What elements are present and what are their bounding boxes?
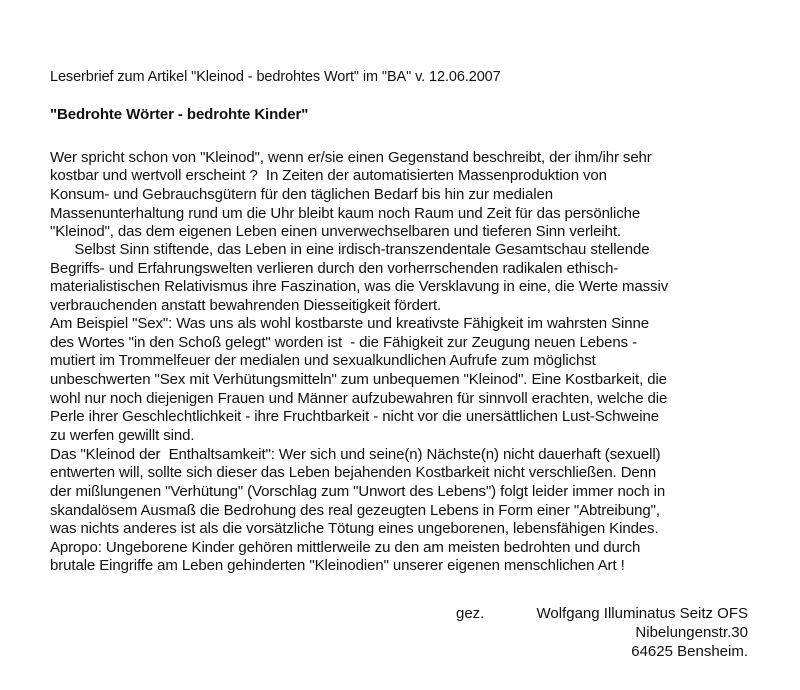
body-line: unbeschwerten "Sex mit Verhütungsmitteln" zum unbequemen "Kleinod". Eine Kostbarkeit, die — [50, 371, 667, 388]
body-line: skandalösem Ausmaß die Bedrohung des real gezeugten Lebens in Form einer "Abtreibung", — [50, 502, 660, 519]
body-line: Wer spricht schon von "Kleinod", wenn er/sie einen Gegenstand beschreibt, der ihm/ihr sehr — [50, 149, 652, 166]
body-line: mutiert im Trommelfeuer der medialen und sexualkundlichen Aufrufe zum möglichst — [50, 352, 596, 369]
body-line: entwerten will, sollte sich dieser das Leben bejahenden Kostbarkeit nicht verschließen. Denn — [50, 464, 657, 481]
letter-heading: "Bedrohte Wörter - bedrohte Kinder" — [50, 106, 309, 123]
letter-title: Leserbrief zum Artikel "Kleinod - bedrohtes Wort" im "BA" v. 12.06.2007 — [50, 69, 501, 85]
signature-street: Nibelungenstr.30 — [635, 624, 748, 641]
body-line: Perle ihrer Geschlechtlichkeit - ihre Fruchtbarkeit - nicht vor die unersättlichen Lust-Schweine — [50, 408, 660, 425]
body-line: des Wortes "in den Schoß gelegt" worden ist - die Fähigkeit zur Zeugung neuen Lebens - — [50, 334, 638, 351]
body-line: der mißlungenen "Verhütung" (Vorschlag zum "Unwort des Lebens") folgt leider immer noch in — [50, 483, 666, 500]
body-line: verbrauchenden anstatt bewahrenden Diesseitigkeit fördert. — [50, 297, 442, 314]
body-line: Apropo: Ungeborene Kinder gehören mittlerweile zu den am meisten bedrohten und durch — [50, 539, 641, 556]
body-line: Selbst Sinn stiftende, das Leben in eine irdisch-transzendentale Gesamtschau stellende — [50, 241, 650, 258]
signature-prefix: gez. — [456, 605, 485, 622]
body-line: Am Beispiel "Sex": Was uns als wohl kostbarste und kreativste Fähigkeit im wahrsten Sinne — [50, 315, 649, 332]
body-line: zu werfen gewillt sind. — [50, 427, 195, 444]
body-line: "Kleinod", das dem eigenen Leben einen unverwechselbaren und tieferen Sinn verleiht. — [50, 223, 621, 240]
body-line: Massenunterhaltung rund um die Uhr bleibt kaum noch Raum und Zeit für das persönliche — [50, 205, 641, 222]
body-line: kostbar und wertvoll erscheint ? In Zeiten der automatisierten Massenproduktion von — [50, 167, 607, 184]
signature-name: Wolfgang Illuminatus Seitz OFS — [536, 605, 748, 622]
signature-city: 64625 Bensheim. — [631, 643, 748, 660]
body-line: wohl nur noch diejenigen Frauen und Männer aufzubewahren für sinnvoll erachten, welche die — [50, 390, 668, 407]
body-line: Begriffs- und Erfahrungswelten verlieren durch den vorherrschenden radikalen ethisch- — [50, 260, 619, 277]
body-line: was nichts anderes ist als die vorsätzliche Tötung eines ungeborenen, lebensfähigen Kindes. — [50, 520, 659, 537]
body-line: Das "Kleinod der Enthaltsamkeit": Wer sich und seine(n) Nächste(n) nicht dauerhaft (sexuell) — [50, 446, 661, 463]
body-line: materialistischen Relativismus ihre Faszination, was die Versklavung in eine, die Werte massiv — [50, 278, 669, 295]
body-line: Konsum- und Gebrauchsgütern für den täglichen Bedarf bis hin zur medialen — [50, 186, 554, 203]
body-line: brutale Eingriffe am Leben gehinderten "Kleinodien" unserer eigenen menschlichen Art ! — [50, 557, 625, 574]
